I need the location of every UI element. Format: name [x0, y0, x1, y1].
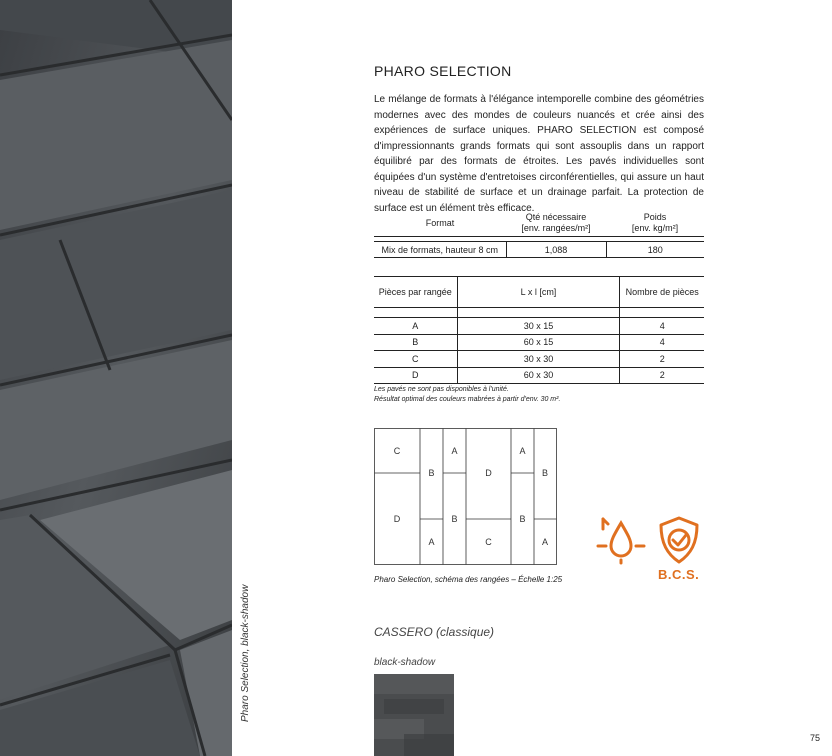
cell-piece: B: [374, 334, 457, 351]
header-dimensions: L x l [cm]: [457, 277, 620, 308]
color-name: black-shadow: [374, 657, 436, 668]
table-row: [374, 318, 704, 335]
cell-dimensions: 60 x 15: [457, 334, 620, 351]
cassero-title: CASSERO (classique): [374, 625, 495, 639]
cell-weight: 180: [606, 242, 704, 258]
page-number: 75: [809, 733, 820, 743]
table-row: [374, 242, 704, 258]
cell-count: 4: [620, 334, 704, 351]
laying-pattern-diagram: [374, 428, 558, 566]
cell-count: 4: [620, 318, 704, 335]
header-quantity-unit: [env. rangées/m²]: [521, 223, 591, 233]
diagram-label: C: [485, 537, 492, 547]
table-spacer: [374, 308, 704, 318]
photo-caption-text: Pharo Selection, black-shadow: [240, 584, 251, 722]
cell-dimensions: 30 x 30: [457, 351, 620, 368]
cell-dimensions: 60 x 30: [457, 367, 620, 384]
header-quantity-label: Qté nécessaire: [525, 212, 587, 222]
section-title: PHARO SELECTION: [374, 63, 512, 79]
shield-check-icon: [656, 515, 702, 565]
cell-count: 2: [620, 367, 704, 384]
paving-photo: [0, 0, 232, 756]
cell-piece: D: [374, 367, 457, 384]
header-weight-unit: [env. kg/m²]: [631, 223, 679, 233]
format-table-header: [374, 210, 704, 237]
cell-quantity: 1,088: [506, 242, 606, 258]
bcs-label: B.C.S.: [658, 567, 700, 582]
format-table: [374, 210, 704, 258]
note-color-result: Résultat optimal des couleurs mabrées à partir d'env. 30 m².: [374, 396, 561, 403]
diagram-label: C: [393, 446, 401, 456]
water-drain-icon: [596, 515, 646, 565]
cell-format: Mix de formats, hauteur 8 cm: [374, 242, 506, 258]
header-weight-label: Poids: [643, 212, 667, 222]
diagram-label: A: [451, 446, 458, 456]
cell-count: 2: [620, 351, 704, 368]
diagram-label: D: [485, 468, 492, 478]
color-swatch: [374, 674, 454, 756]
table-row: [374, 367, 704, 384]
header-weight: [606, 210, 704, 237]
cell-piece: A: [374, 318, 457, 335]
diagram-label: B: [428, 468, 435, 478]
header-quantity: [506, 210, 606, 237]
pieces-table: [374, 276, 704, 384]
diagram-label: A: [519, 446, 526, 456]
diagram-label: A: [428, 537, 435, 547]
header-piece-count: Nombre de pièces: [620, 277, 704, 308]
diagram-caption: Pharo Selection, schéma des rangées – Échelle 1:25: [374, 575, 563, 584]
cell-piece: C: [374, 351, 457, 368]
cell-dimensions: 30 x 15: [457, 318, 620, 335]
pieces-table-header: [374, 277, 704, 308]
table-row: [374, 334, 704, 351]
header-format: [374, 210, 506, 237]
diagram-label: D: [393, 514, 401, 524]
header-format-label: Format: [425, 217, 455, 228]
description-text: Le mélange de formats à l'élégance intemporelle combine des géométries modernes avec des mondes de couleurs nuancés et crée ainsi des expériences de surface uniques. PHARO SELECTION est composé d'impressionnants grands formats qui sont assouplis dans un rapport équilibré par des formats de étroites. Les pavés individuelles sont équipées d'un système d'entretoises circonférentielles, qui assure un haut niveau de stabilité de surface et un drainage parfait. La protection de surface est un élément très efficace.: [374, 94, 704, 214]
note-availability: Les pavés ne sont pas disponibles à l'unité.: [374, 386, 509, 393]
table-row: [374, 351, 704, 368]
header-pieces-per-row: Pièces par rangée: [374, 277, 457, 308]
diagram-label: A: [541, 537, 549, 547]
photo-caption: [236, 580, 256, 730]
diagram-label: B: [541, 468, 549, 478]
table-notes: [374, 385, 560, 405]
diagram-label: B: [519, 514, 526, 524]
diagram-label: B: [451, 514, 458, 524]
